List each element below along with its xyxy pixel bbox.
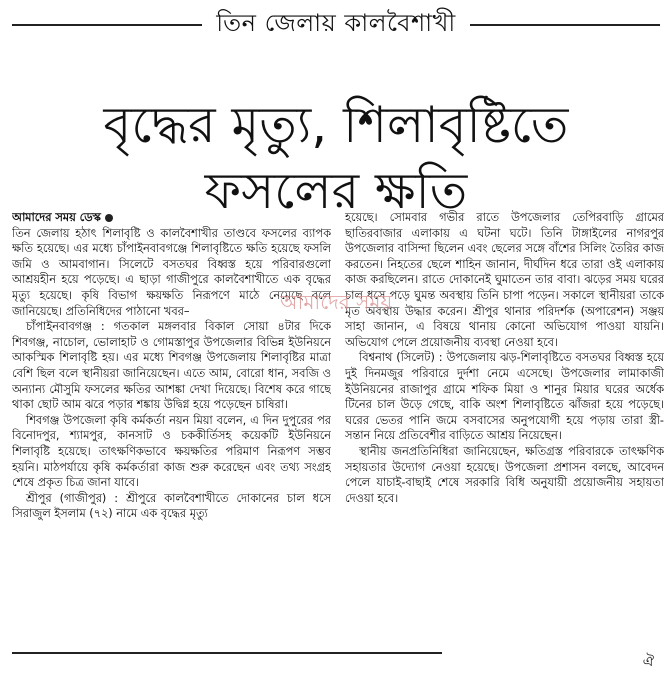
paragraph: তিন জেলায় হঠাৎ শিলাবৃষ্টি ও কালবৈশাখীর তাণ্ডবে ফসলের ব্যাপক ক্ষতি হয়েছে। এর মধ্যে চাঁপাইনবাবগঞ্জে শিলাবৃষ্টিতে ক্ষতি হয়েছে ফসলি জমি ও আমবাগান। সিলেটে বসতঘর বিধ্বস্ত হয়ে পরিবারগুলো আশ্রয়হীন হয়ে পড়েছে। এ ছাড়া গাজীপুরে কালবৈশাখীতে এক বৃদ্ধের মৃত্যু হয়েছে। কৃষি বিভাগ ক্ষয়ক্ষতি নিরূপণে মাঠে নেমেছে বলে জানিয়েছে। প্রতিনিধিদের পাঠানো খবর– bbox=[12, 226, 331, 318]
paragraph: বিশ্বনাথ (সিলেট) : উপজেলায় ঝড়-শিলাবৃষ্টিতে বসতঘর বিধ্বস্ত হয়ে দুই দিনমজুর পরিবারে দুর্দশা নেমে এসেছে। উপজেলার লামাকাজী ইউনিয়নের রাজাপুর গ্রামে শফিক মিয়া ও শানুর মিয়ার ঘরের অর্ধেক টিনের চাল উড়ে গেছে, বাকি অংশ শিলাবৃষ্টিতে ঝাঁজরা হয়ে পড়েছে। ঘরের ভেতর পানি জমে বসবাসের অনুপযোগী হয়ে পড়ায় তারা স্ত্রী-সন্তান নিয়ে প্রতিবেশীর বাড়িতে আশ্রয় নিয়েছেন। bbox=[345, 351, 664, 443]
paragraph: শ্রীপুর (গাজীপুর) : শ্রীপুরে কালবৈশাখীতে দোকানের চাল ধসে সিরাজুল ইসলাম (৭২) নামে এক বৃদ্ধের মৃত্যু bbox=[12, 491, 331, 521]
bottom-rule bbox=[12, 652, 442, 654]
article-body bbox=[12, 210, 664, 648]
paragraph: শিবগঞ্জ উপজেলা কৃষি কর্মকর্তা নয়ন মিয়া বলেন, এ দিন দুপুরের পর বিনোদপুর, শ্যামপুর, কানসাট ও চককীর্তিসহ কয়েকটি ইউনিয়নে শিলাবৃষ্টি হয়েছে। তাৎক্ষণিকভাবে ক্ষয়ক্ষতির পরিমাণ নিরূপণ সম্ভব হয়নি। মাঠপর্যায়ে কৃষি কর্মকর্তারা কাজ শুরু করেছেন এবং তথ্য সংগ্রহ শেষে প্রকৃত চিত্র জানা যাবে। bbox=[12, 413, 331, 490]
desk-credit: আমাদের সময় ডেস্ক bbox=[12, 211, 101, 224]
page-edge-mark: ঐ bbox=[642, 654, 654, 670]
watermark: আমাদের সময় bbox=[280, 290, 393, 314]
headline bbox=[0, 92, 672, 224]
kicker: তিন জেলায় কালবৈশাখী bbox=[216, 9, 456, 37]
byline bbox=[12, 210, 331, 226]
headline-line-2: ফসলের ক্ষতি bbox=[204, 161, 468, 220]
kicker-rule-left bbox=[12, 24, 202, 26]
paragraph: স্থানীয় জনপ্রতিনিধিরা জানিয়েছেন, ক্ষতিগ্রস্ত পরিবারকে তাৎক্ষণিক সহায়তার উদ্যোগ নেওয়া হয়েছে। উপজেলা প্রশাসন বলছে, আবেদন পেলে যাচাই-বাছাই শেষে সরকারি বিধি অনুযায়ী প্রয়োজনীয় সহায়তা দেওয়া হবে। bbox=[345, 444, 664, 505]
paragraph: হয়েছে। সোমবার গভীর রাতে উপজেলার তেপিরবাড়ি গ্রামের ছাতিরবাজার এলাকায় এ ঘটনা ঘটে। তিনি টাঙ্গাইলের নাগরপুর উপজেলার বাসিন্দা ছিলেন এবং ছেলের সঙ্গে বাঁশের সিলিং তৈরির কাজ করতেন। নিহতের ছেলে শাহিন জানান, দীর্ঘদিন ধরে তারা ওই এলাকায় কাজ করছিলেন। রাতে দোকানেই ঘুমাতেন তার বাবা। ঝড়ের সময় ঘরের চাল ধসে পড়ে ঘুমন্ত অবস্থায় তিনি চাপা পড়েন। সকালে স্থানীয়রা তাকে মৃত অবস্থায় উদ্ধার করেন। শ্রীপুর থানার পরিদর্শক (অপারেশন) সঞ্জয় সাহা জানান, এ বিষয়ে থানায় কোনো অভিযোগ পাওয়া যায়নি। অভিযোগ পেলে প্রয়োজনীয় ব্যবস্থা নেওয়া হবে। bbox=[345, 211, 664, 349]
kicker-row bbox=[0, 6, 672, 44]
headline-line-1: বৃদ্ধের মৃত্যু, শিলাবৃষ্টিতে bbox=[103, 95, 569, 154]
article-column-1 bbox=[12, 210, 331, 648]
article-column-2 bbox=[345, 210, 664, 648]
paragraph: চাঁপাইনবাবগঞ্জ : গতকাল মঙ্গলবার বিকাল সোয়া ৪টার দিকে শিবগঞ্জ, নাচোল, ভোলাহাট ও গোমস্তাপুর উপজেলার বিভিন্ন ইউনিয়নে আকস্মিক শিলাবৃষ্টি হয়। এর মধ্যে শিবগঞ্জ উপজেলায় শিলাবৃষ্টির মাত্রা বেশি ছিল বলে স্থানীয়রা জানিয়েছেন। এতে আম, বোরো ধান, সবজি ও অন্যান্য মৌসুমি ফসলের ক্ষতির আশঙ্কা দেখা দিয়েছে। বিশেষ করে গাছে থাকা ছোট আম ঝরে পড়ার শঙ্কায় উদ্বিগ্ন হয়ে পড়েছেন চাষিরা। bbox=[12, 320, 331, 412]
kicker-rule-right bbox=[470, 24, 660, 26]
bullet-icon bbox=[105, 214, 113, 222]
